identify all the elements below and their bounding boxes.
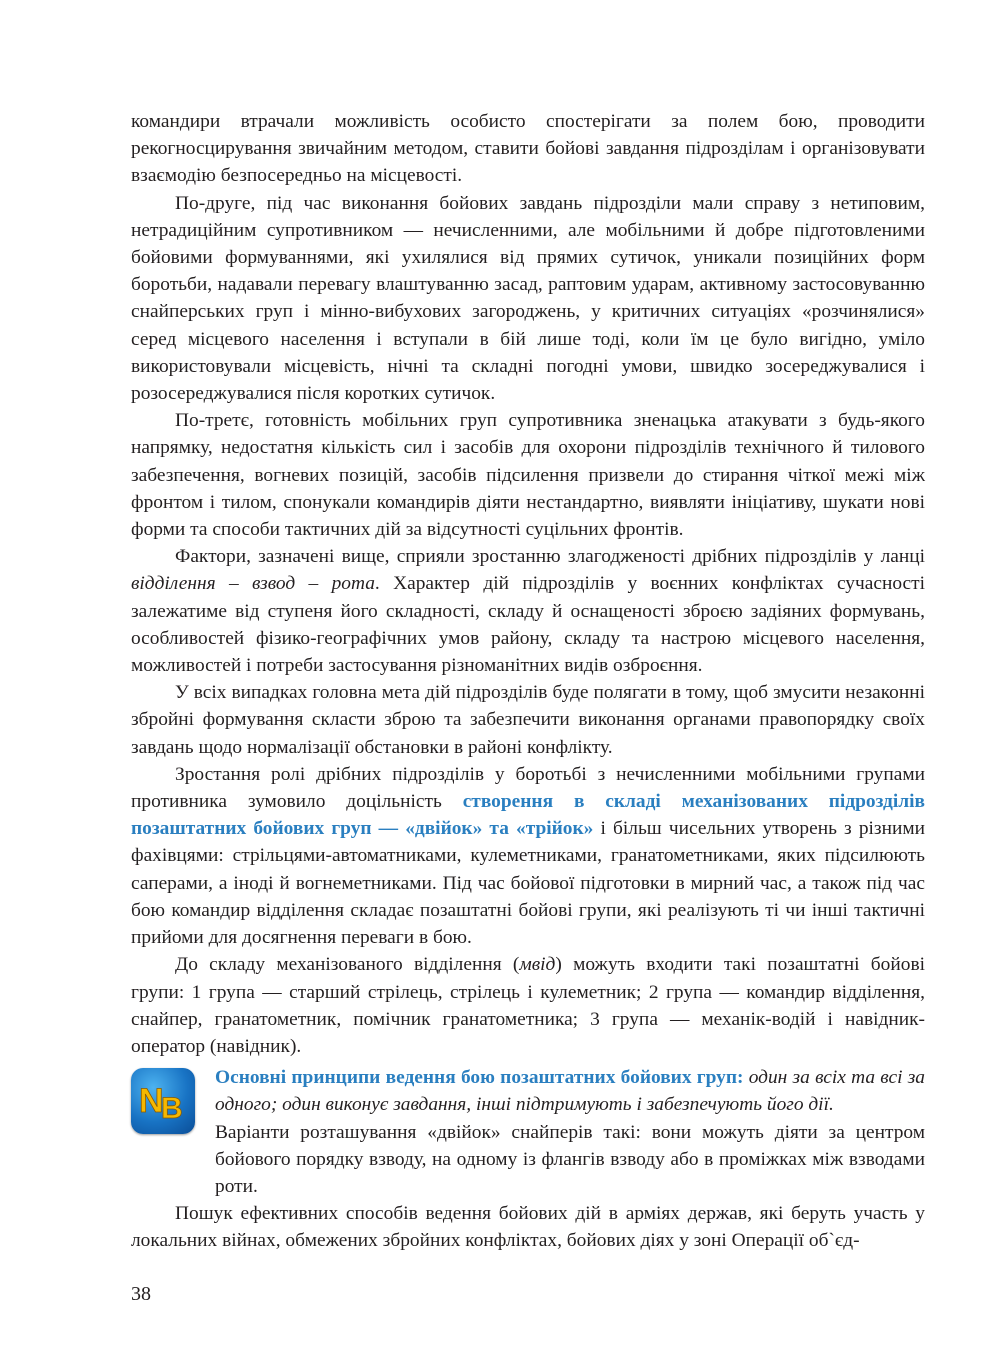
paragraph-secondly: По-друге, під час виконання бойових завдань підрозділи мали справу з нетиповим, нетрадиційним супротивником — нечисленними, але мобільними й добре підготовленими бойовими формуваннями, які ухилялися від прямих сутичок, уникали позиційних форм боротьби, надавали перевагу влаштуванню засад, раптовим ударам, активному застосовуванню снайперських груп і мінно-вибухових загороджень, у критичних ситуаціях «розчинялися» серед місцевого населення і вступали в бій лише тоді, коли їм це було вигідно, уміло використовували місцевість, нічні та складні погодні умови, швидко зосереджувалися і розосереджувалися після коротких сутичок. [131,192,925,405]
nb-letter-b: B [161,1092,183,1126]
squad-text-end: ) можуть входити такі позаштатні бойові групи: 1 група — старший стрілець, стрілець і кулеметник; 2 група — командир відділення, снайпер, гранатометник, помічник гранатометника; 3 група — механік-водій і навідник-оператор (навідник). [131,954,925,1057]
squad-text-start: До складу механізованого відділення ( [175,954,520,976]
paragraph-search-methods: Пошук ефективних способів ведення бойових дій в арміях держав, які беруть участь у локальних війнах, обмежених збройних конфліктах, бойових діях у зоні Операції об`єд- [131,1203,925,1252]
page-number: 38 [131,1283,151,1305]
nota-bene-block [131,1064,925,1200]
squad-abbrev: мвід [519,954,556,976]
small-units-text-start: Зростання ролі дрібних підрозділів у боротьбі з нечисленними мобільними групами противника зумовило доцільність [131,763,925,813]
nb-letter-n: N [139,1082,164,1121]
page-body [131,108,925,1255]
paragraph-factors [131,543,925,679]
nota-bene-principles [215,1064,925,1118]
small-units-highlight: створення в складі механізованих підрозділів позаштатних бойових груп — «двійок» та «трійок» [131,791,925,840]
nota-bene-icon-graphic [131,1068,195,1134]
paragraph-squad-composition [131,951,925,1060]
paragraph-thirdly: По-третє, готовність мобільних груп супротивника зненацька атакувати з будь-якого напрямку, недостатня кількість сил і засобів для охорони підрозділів технічного й тилового забезпечення, вогневих позицій, засобів підсилення призвели до стирання чіткої межі між фронтом і тилом, спонукали командирів діяти нестандартно, виявляти ініціативу, шукати нові форми та способи тактичних дій за відсутності суцільних фронтів. [131,410,925,541]
paragraph-continued: командири втрачали можливість особисто спостерігати за полем бою, проводити рекогносцирування звичайним методом, ставити бойові завдання підрозділам і організовувати взаємодію безпосередньо на місцевості. [131,111,925,187]
nota-bene-heading: Основні принципи ведення бою позаштатних бойових груп: [215,1067,744,1089]
nota-bene-icon [131,1068,195,1134]
nota-bene-text: один за всіх та всі за одного; один виконує завдання, інші підтримують і забезпечують його дії. [215,1067,925,1116]
paragraph-small-units [131,761,925,951]
paragraph-main-goal: У всіх випадках головна мета дій підрозділів буде полягати в тому, щоб змусити незаконні збройні формування скласти зброю та забезпечити виконання органами правопорядку своїх завдань щодо нормалізації обстановки в районі конфлікту. [131,682,925,758]
paragraph-sniper-pairs: Варіанти розташування «двійок» снайперів такі: вони можуть діяти за центром бойового порядку взводу, на одному із флангів взводу або в проміжках між взводами роти. [215,1121,925,1197]
factors-text-start: Фактори, зазначені вище, сприяли зростанню злагодженості дрібних підрозділів у ланці [175,546,925,568]
small-units-text-end: і більш чисельних утворень з різними фахівцями: стрільцями-автоматниками, кулеметниками, гранатометниками, яких підсилюють саперами, а іноді й вогнеметниками. Під час бойової підготовки в мирний час, а також під час бою командир відділення складає позаштатні бойові групи, які реалізують ті чи інші тактичні прийоми для досягнення переваги в бою. [131,818,925,949]
factors-italic-term: відділення – взвод – рота [131,573,375,595]
factors-text-end: . Характер дій підрозділів у воєнних конфліктах сучасності залежатиме від ступеня його складності, складу й оснащеності зброєю задіяних формувань, особливостей фізико-географічних умов району, складу та настрою місцевого населення, можливостей і потреби застосування різноманітних видів озброєння. [131,573,925,677]
